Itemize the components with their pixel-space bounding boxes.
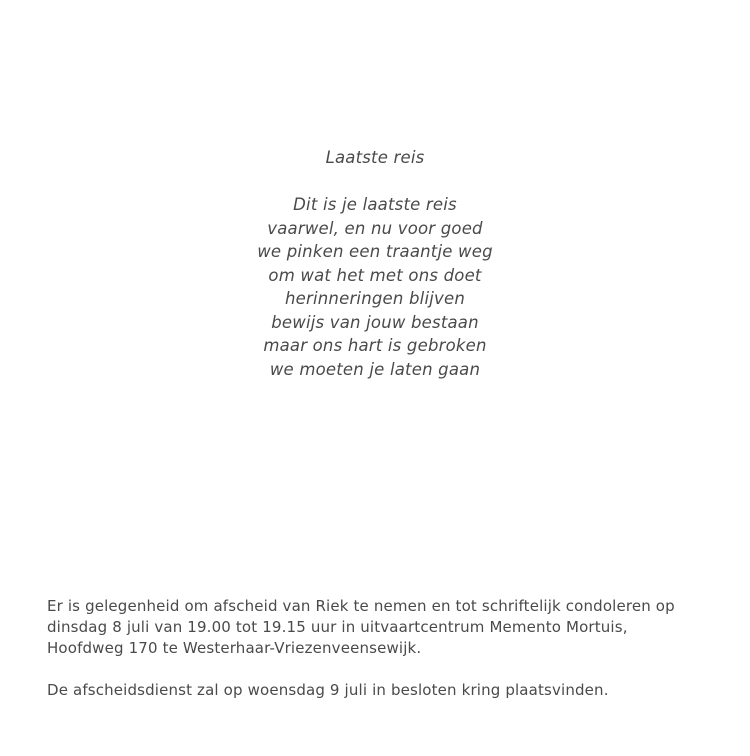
funeral-notice xyxy=(47,596,727,701)
poem-line: herinneringen blijven xyxy=(285,289,465,308)
poem-line: we pinken een traantje weg xyxy=(257,242,493,261)
poem-line: Dit is je laatste reis xyxy=(293,195,457,214)
condolence-line: dinsdag 8 juli van 19.00 tot 19.15 uur in uitvaartcentrum Memento Mortuis, xyxy=(47,618,628,636)
condolence-paragraph xyxy=(47,596,727,659)
poem-line: vaarwel, en nu voor goed xyxy=(267,218,483,238)
poem-line: we moeten je laten gaan xyxy=(269,359,481,379)
poem-line: maar ons hart is gebroken xyxy=(263,336,487,355)
poem-title: Laatste reis xyxy=(325,148,425,167)
condolence-line: Hoofdweg 170 te Westerhaar-Vriezenveensewijk. xyxy=(47,639,422,657)
condolence-line: Er is gelegenheid om afscheid van Riek te nemen en tot schriftelijk condoleren op xyxy=(47,597,675,615)
poem-line: om wat het met ons doet xyxy=(268,265,482,285)
poem-line: bewijs van jouw bestaan xyxy=(271,312,479,332)
poem xyxy=(0,146,750,381)
service-paragraph: De afscheidsdienst zal op woensdag 9 juli in besloten kring plaatsvinden. xyxy=(47,681,609,699)
